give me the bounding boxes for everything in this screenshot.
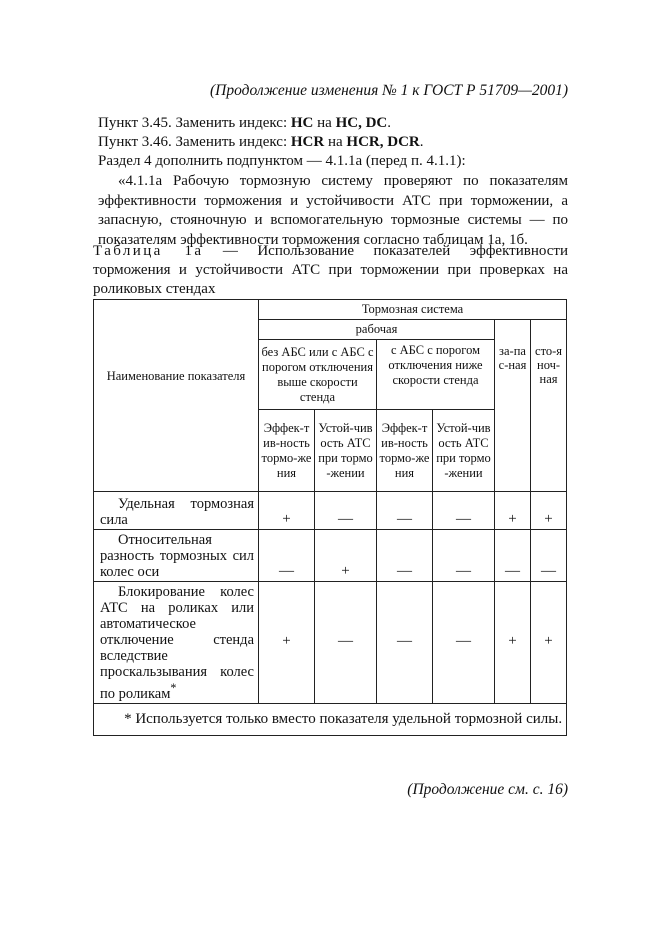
item-3-45-end: .	[387, 115, 391, 131]
cell-value: —	[377, 492, 433, 530]
continuation-header: (Продолжение изменения № 1 к ГОСТ Р 51709—2001)	[210, 82, 569, 99]
cell-value: +	[495, 582, 531, 704]
cell-value: —	[377, 530, 433, 582]
row-label	[94, 582, 259, 704]
cell-value: —	[315, 582, 377, 704]
row-label-text: Удельная тормозная сила	[100, 496, 254, 528]
cell-value: +	[495, 492, 531, 530]
paragraph-4-1-1a	[98, 172, 568, 250]
cell-value: —	[377, 582, 433, 704]
cell-value: +	[259, 492, 315, 530]
item-3-46-old-index: HCR	[290, 134, 325, 150]
cell-value: —	[495, 530, 531, 582]
table-row	[94, 530, 567, 582]
cell-value: —	[315, 492, 377, 530]
cell-value: +	[531, 582, 567, 704]
item-3-46-end: .	[419, 134, 424, 150]
row-label-text: Блокирование колес АТС на роликах или автоматическое отключение стенда вследствие проскальзывания колес по роликам	[100, 584, 254, 702]
cell-value: —	[433, 530, 495, 582]
table-footnote: * Используется только вместо показателя удельной тормозной силы.	[94, 703, 567, 735]
parking-system-header: сто-яноч-ная	[531, 320, 567, 492]
braking-indicators-table	[93, 299, 567, 736]
table-caption-text: — Использование показателей эффективности торможения и устойчивости АТС при торможении при проверках на роликовых стендах	[93, 243, 568, 297]
efficiency-header-2: Эффек-тив-ность тормо-жения	[377, 410, 433, 492]
table-caption-label: Таблица 1а	[93, 243, 204, 259]
item-3-45-text: Пункт 3.45. Заменить индекс:	[98, 115, 291, 131]
table-caption	[93, 242, 568, 299]
item-3-45-old-index: НС	[290, 115, 314, 131]
item-3-46-text: Пункт 3.46. Заменить индекс:	[98, 134, 291, 150]
cell-value: —	[531, 530, 567, 582]
efficiency-header-1: Эффек-тив-ность тормо-жения	[259, 410, 315, 492]
cell-value: —	[433, 582, 495, 704]
item-3-46-mid: на	[324, 134, 347, 150]
with-abs-header: с АБС с порогом отключения ниже скорости стенда	[377, 340, 495, 410]
row-label-text: Относительная разность тормозных сил колес оси	[100, 532, 254, 580]
no-abs-header: без АБС или с АБС с порогом отключения выше скорости стенда	[259, 340, 377, 410]
item-3-45-mid: на	[313, 115, 336, 131]
row-label	[94, 492, 259, 530]
brake-system-header: Тормозная система	[259, 300, 567, 320]
table-row	[94, 492, 567, 530]
item-3-46	[98, 134, 424, 151]
working-system-header: рабочая	[259, 320, 495, 340]
paragraph-4-1-1a-text: «4.1.1а Рабочую тормозную систему проверяют по показателям эффективности торможения и устойчивости АТС при торможении, а запасную, стояночную и вспомогательную тормозные системы — по показателям эффективности торможения согласно таблицам 1а, 1б.	[98, 173, 568, 248]
cell-value: —	[433, 492, 495, 530]
cell-value: +	[259, 582, 315, 704]
stability-header-1: Устой-чивость АТС при тормо-жении	[315, 410, 377, 492]
spare-system-header: за-пас-ная	[495, 320, 531, 492]
stability-header-2: Устой-чивость АТС при тормо-жении	[433, 410, 495, 492]
row-header-cell: Наименование показателя	[94, 300, 259, 492]
table-row	[94, 582, 567, 704]
section-4-addition: Раздел 4 дополнить подпунктом — 4.1.1а (перед п. 4.1.1):	[98, 153, 466, 169]
item-3-45	[98, 115, 391, 132]
cell-value: +	[531, 492, 567, 530]
footnote-mark: *	[170, 681, 177, 695]
cell-value: +	[315, 530, 377, 582]
row-label	[94, 530, 259, 582]
item-3-46-new-index: HCR, DCR	[346, 134, 420, 150]
item-3-45-new-index: НС, DC	[335, 115, 388, 131]
cell-value: —	[259, 530, 315, 582]
continuation-footer: (Продолжение см. с. 16)	[407, 781, 568, 798]
